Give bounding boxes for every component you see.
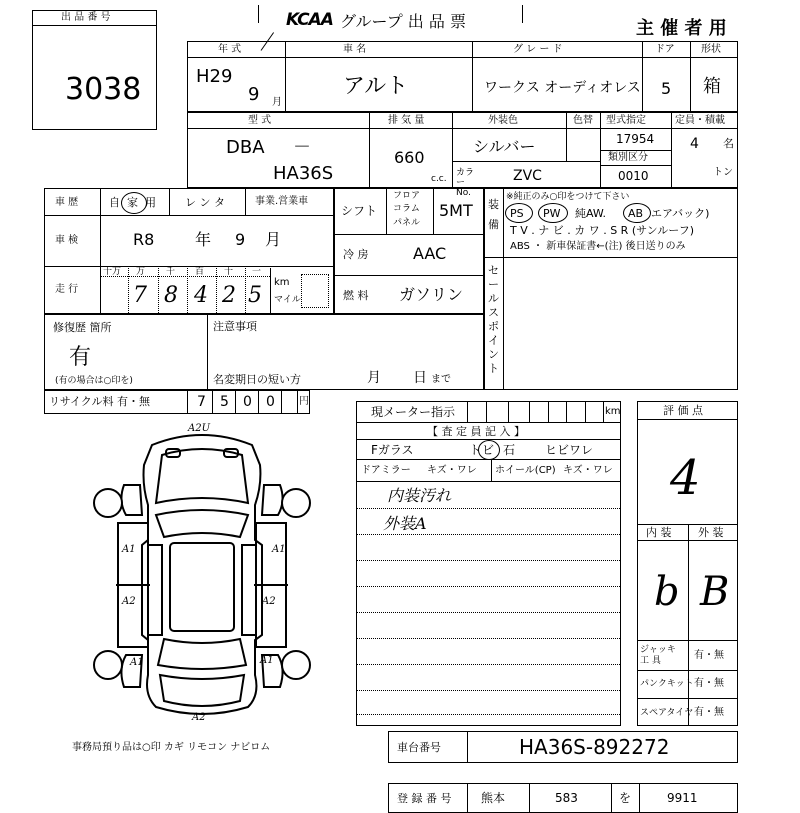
- car-damage-diagram: [90, 425, 315, 725]
- recycle-unit: 円: [299, 396, 309, 407]
- organizer-label: 主 催 者 用: [636, 18, 727, 39]
- ac-value: AAC: [413, 244, 447, 263]
- chassis-number: HA36S-892272: [519, 735, 670, 759]
- sales-point-2: ー: [488, 278, 499, 291]
- mileage-km: km: [274, 277, 290, 288]
- shift-panel: パネル: [393, 218, 421, 228]
- color-label: 外装色: [488, 115, 518, 126]
- mileage-place-1k: 千: [166, 267, 176, 277]
- sales-point-4: ス: [488, 306, 499, 319]
- tool-spare-value: 有・無: [694, 707, 724, 718]
- body-label: 形状: [701, 44, 721, 55]
- sales-point-7: ン: [488, 348, 499, 361]
- history-private: 自: [109, 196, 120, 209]
- inspection-month-unit: 月: [265, 230, 282, 249]
- inspector-box: [356, 401, 621, 726]
- load-unit: トン: [713, 167, 733, 178]
- history-circle-mark: [121, 192, 147, 214]
- recycle-digit-3: 5: [220, 394, 229, 410]
- mileage-mile: マイル: [274, 295, 301, 305]
- recycle-digit-2: 7: [197, 394, 206, 410]
- overall-score: 4: [670, 450, 701, 506]
- damage-mark-rear: A2: [192, 712, 206, 723]
- category-value: 0010: [618, 169, 649, 183]
- damage-mark-left-rear: A2: [122, 596, 136, 607]
- repair-notes-row: [44, 314, 484, 390]
- glass-opt-1: ト: [469, 443, 482, 457]
- chassis-box: [388, 731, 738, 763]
- cc-unit: c.c.: [431, 174, 447, 184]
- equip-ab: AB: [628, 207, 644, 220]
- shift-floor: フロア: [393, 191, 421, 201]
- interior-score: b: [654, 569, 680, 615]
- mileage-place-10k: 万: [136, 267, 146, 277]
- lot-number: 3038: [65, 72, 142, 107]
- registration-number: 9911: [667, 791, 698, 805]
- repair-label: 修復歴 箇所: [53, 321, 112, 334]
- year-era: H29: [196, 66, 233, 87]
- sales-point-1: セ: [488, 264, 499, 277]
- history-use: 用: [145, 196, 156, 209]
- glass-label: Fガラス: [371, 443, 414, 457]
- mileage-digit-3: 4: [194, 283, 208, 308]
- shift-value: 5MT: [439, 201, 473, 220]
- capacity-unit: 名: [723, 137, 734, 150]
- tool-puncture-label: パンクキット: [640, 679, 694, 689]
- category-label: 類別区分: [608, 152, 648, 163]
- type-designation-label: 型式指定: [606, 115, 646, 126]
- recycle-digit-5: 0: [266, 394, 275, 410]
- damage-mark-right-front: A1: [272, 544, 286, 555]
- registration-kana: を: [619, 791, 632, 805]
- tool-jack-label: ジャッキ 工 具: [640, 645, 676, 666]
- exterior-label: 外 装: [698, 526, 724, 539]
- wheel-options: キズ・ワレ: [563, 465, 613, 476]
- mirror-options: キズ・ワレ: [427, 465, 477, 476]
- type-designation-value: 17954: [616, 132, 655, 146]
- sales-point-3: ル: [488, 292, 499, 305]
- equipment-note: ※純正のみ○印をつけて下さい: [506, 192, 630, 202]
- glass-circle: [478, 440, 500, 460]
- equip-ps-circle: [505, 203, 533, 223]
- exterior-score: B: [700, 569, 730, 615]
- chassis-label: 車台番号: [397, 741, 441, 754]
- shift-label: シフト: [341, 204, 378, 218]
- score-label: 評 価 点: [663, 404, 703, 417]
- equip-line2: T V . ナ ビ . カ ワ . S R (サンルーフ): [510, 224, 695, 237]
- drivetrain-block: [334, 188, 484, 314]
- tool-jack-value: 有・無: [694, 650, 724, 661]
- color-change-label: 色替: [573, 115, 593, 126]
- repair-note: (有の場合は○印を): [55, 376, 133, 386]
- name-change-label: 名変期日の短い方: [213, 373, 301, 386]
- mileage-place-1: 一: [252, 267, 262, 277]
- mileage-digit-5: 5: [248, 283, 262, 308]
- color-no-label: カラー No.: [456, 168, 475, 198]
- equip-line3: ABS ・ 新車保証書←(注) 後日送りのみ: [510, 241, 686, 252]
- door-count: 5: [661, 79, 672, 98]
- displacement-value: 660: [394, 148, 425, 167]
- equip-aw: 純AW.: [575, 207, 607, 220]
- year-month-unit: 月: [272, 97, 282, 108]
- equip-pw-circle: [538, 203, 568, 223]
- sales-point-8: ト: [488, 362, 499, 375]
- damage-mark-right-rear: A2: [262, 596, 276, 607]
- equipment-label-1: 装: [488, 198, 499, 211]
- history-label: 車 歴: [55, 197, 79, 208]
- inspection-label: 車 検: [55, 235, 79, 246]
- model-dash: －: [293, 137, 311, 158]
- mileage-digit-4: 2: [222, 283, 236, 308]
- model-code: HA36S: [273, 163, 334, 184]
- registration-area: 熊本: [481, 791, 506, 805]
- meter-label: 現メーター指示: [371, 405, 456, 419]
- score-box: [637, 401, 738, 726]
- vehicle-name: アルト: [343, 74, 409, 99]
- history-block: [44, 188, 334, 314]
- capacity-label: 定員・積載: [675, 115, 725, 126]
- recycle-row: [44, 390, 310, 414]
- damage-mark-right-tire: A1: [260, 655, 274, 666]
- history-business: 事業.営業車: [255, 196, 309, 207]
- history-rental: レ ン タ: [185, 196, 225, 209]
- color-code: ZVC: [513, 168, 542, 184]
- notes-label: 注意事項: [213, 320, 257, 333]
- inspection-year-unit: 年: [195, 230, 212, 249]
- sales-point-5: ポ: [488, 320, 499, 333]
- ac-label: 冷 房: [343, 248, 369, 261]
- damage-mark-left-front: A1: [122, 544, 136, 555]
- glass-opt-3: 石: [503, 443, 516, 457]
- registration-class: 583: [555, 791, 578, 805]
- office-note: 事務局預り品は○印 カギ リモコン ナビロム: [72, 742, 271, 753]
- capacity-value: 4: [690, 136, 699, 152]
- tool-puncture-value: 有・無: [694, 678, 724, 689]
- damage-mark-left-tire: A1: [130, 657, 144, 668]
- damage-mark-front: A2U: [188, 423, 211, 434]
- sales-point-6: イ: [488, 334, 499, 347]
- registration-box: [388, 783, 738, 813]
- repair-value: 有: [69, 345, 92, 370]
- lot-number-box: [32, 10, 157, 130]
- color-value: シルバー: [473, 137, 536, 156]
- comment-line-1: 内装汚れ: [387, 486, 452, 505]
- year-label: 年 式: [218, 44, 242, 55]
- glass-opt-2: ビ: [482, 443, 495, 457]
- mileage-digit-1: 7: [133, 283, 147, 308]
- name-change-day: 日: [413, 370, 427, 386]
- name-change-month: 月: [367, 370, 381, 386]
- mileage-digit-2: 8: [164, 283, 178, 308]
- fuel-value: ガソリン: [399, 285, 464, 304]
- name-label: 車 名: [343, 44, 367, 55]
- equip-ps: PS: [510, 207, 524, 220]
- inspection-era: R8: [133, 230, 155, 249]
- mirror-label: ドアミラー: [361, 465, 411, 476]
- mileage-place-100k: 十万: [103, 267, 122, 277]
- vehicle-row: [187, 41, 738, 112]
- equip-ab-circle: [623, 203, 651, 223]
- equipment-block: [484, 188, 738, 390]
- body-type: 箱: [703, 76, 721, 97]
- mileage-label: 走 行: [55, 284, 79, 295]
- name-change-until: まで: [431, 374, 451, 385]
- registration-label: 登 録 番 号: [397, 792, 452, 805]
- interior-label: 内 装: [646, 526, 672, 539]
- recycle-digit-4: 0: [243, 394, 252, 410]
- mileage-place-10: 十: [224, 267, 234, 277]
- equipment-label-2: 備: [488, 218, 499, 231]
- model-prefix: DBA: [226, 137, 265, 158]
- recycle-label: リサイクル料 有・無: [49, 395, 150, 408]
- model-label: 型 式: [248, 115, 272, 126]
- displacement-label: 排 気 量: [388, 115, 425, 126]
- fuel-label: 燃 料: [343, 289, 369, 302]
- mileage-place-100: 百: [195, 267, 205, 277]
- door-label: ドア: [655, 44, 675, 55]
- meter-km: km: [605, 406, 621, 417]
- vehicle-grade: ワークス オーディオレス: [484, 80, 641, 96]
- equip-pw: PW: [543, 207, 561, 220]
- history-home: 家: [127, 196, 138, 209]
- glass-opt-4: ヒビワレ: [545, 443, 594, 457]
- wheel-label: ホイール(CP): [495, 465, 556, 476]
- brand-logo: KCAA: [286, 10, 333, 30]
- form-title: グループ 出 品 票: [340, 12, 466, 31]
- lot-label: 出 品 番 号: [61, 12, 111, 23]
- tool-spare-label: スペアタイヤ: [640, 708, 694, 718]
- equip-airbag: エアバック): [651, 207, 710, 220]
- year-month: 9: [248, 84, 260, 105]
- grade-label: グ レ ー ド: [513, 44, 563, 55]
- inspector-section: 【 査 定 員 記 入 】: [427, 425, 525, 438]
- inspection-month: 9: [235, 230, 246, 249]
- comment-line-2: 外装A: [383, 514, 427, 533]
- shift-column: コラム: [393, 204, 420, 214]
